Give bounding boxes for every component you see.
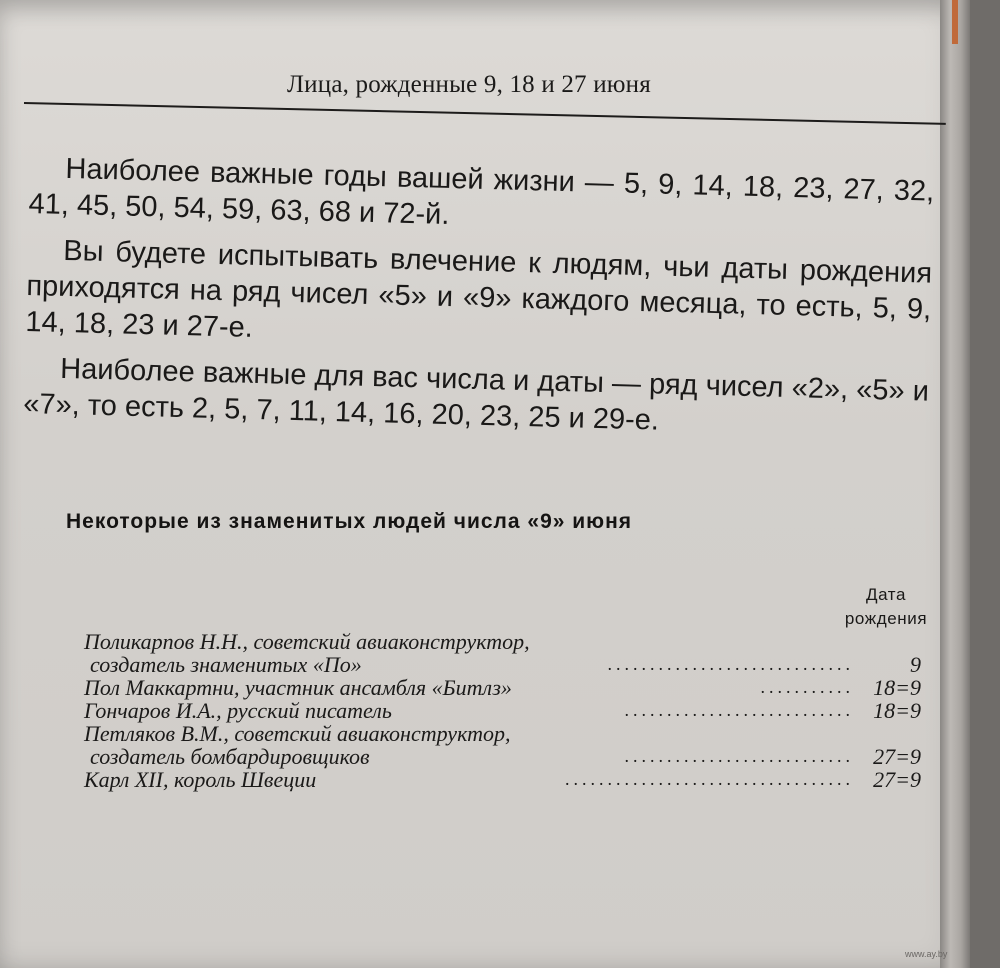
date-column-header (826, 583, 946, 631)
body-text (23, 150, 935, 456)
date-column-header-line1: Дата (865, 585, 907, 604)
running-title: Лица, рожденные 9, 18 и 27 июня (287, 71, 651, 98)
entry-date: 18=9 (873, 675, 921, 700)
watermark: www.ay.by (905, 949, 948, 959)
entry-date: 18=9 (873, 698, 921, 723)
entry-text: Поликарпов Н.Н., советский авиаконструктор, (84, 629, 530, 654)
entry-date: 27=9 (873, 744, 921, 769)
entry-text: Петляков В.М., советский авиаконструктор, (84, 721, 511, 746)
entry-karl-xii (84, 768, 929, 791)
paragraph-important-years: Наиболее важные годы вашей жизни — 5, 9, 14, 18, 23, 27, 32, 41, 45, 50, 54, 59, 63, 68 и 72-й. (28, 152, 935, 231)
entry-date: 9 (910, 652, 921, 677)
paragraph-important-numbers: Наиболее важные для вас числа и даты — ряд чисел «2», «5» и «7», то есть 2, 5, 7, 11, 14, 16, 20, 23, 25 и 29-е. (22, 352, 930, 437)
dot-leader: ........................... (624, 700, 854, 720)
cover-edge-accent (952, 0, 958, 44)
entry-date: 27=9 (873, 767, 921, 792)
entry-goncharov (84, 699, 929, 722)
header-rule (24, 102, 946, 125)
dot-leader: ........................... (624, 746, 854, 766)
famous-people-list (84, 630, 929, 791)
page-edge (940, 0, 970, 968)
entry-polikarpov-line2 (84, 653, 929, 676)
date-column-header-line2: рождения (844, 609, 928, 628)
entry-petlyakov-line2 (84, 745, 929, 768)
dot-leader: ............................. (607, 654, 854, 674)
dot-leader: .................................. (565, 769, 854, 789)
entry-text: создатель знаменитых «По» (90, 652, 362, 677)
entry-mccartney (84, 676, 929, 699)
entry-text: создатель бомбардировщиков (90, 744, 370, 769)
dot-leader: ........... (760, 677, 854, 697)
entry-polikarpov-line1 (84, 630, 929, 653)
section-heading: Некоторые из знаменитых людей числа «9» июня (66, 510, 633, 533)
paragraph-attraction: Вы будете испытывать влечение к людям, чьи даты рождения приходятся на ряд чисел «5» и «9» каждого месяца, то есть, 5, 9, 14, 18, 23 и 27-е. (25, 234, 933, 344)
entry-petlyakov-line1 (84, 722, 929, 745)
entry-text: Карл XII, король Швеции (84, 767, 317, 792)
entry-text: Пол Маккартни, участник ансамбля «Битлз» (84, 675, 512, 700)
entry-text: Гончаров И.А., русский писатель (84, 698, 392, 723)
